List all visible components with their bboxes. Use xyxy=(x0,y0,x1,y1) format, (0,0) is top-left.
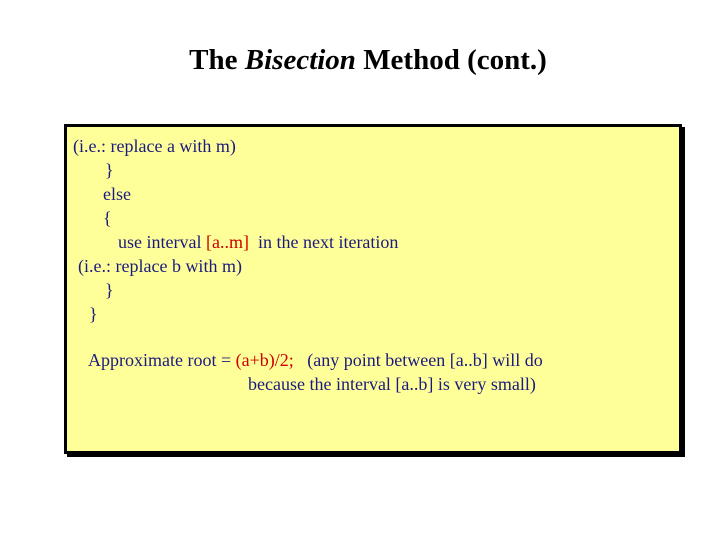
code-line-8: } xyxy=(89,304,98,324)
interval-highlight: [a..m] xyxy=(205,232,249,252)
approx-prefix: Approximate root = xyxy=(88,350,236,370)
code-line-4: { xyxy=(103,208,112,228)
code-line-2: } xyxy=(105,160,114,180)
code-line-7: } xyxy=(105,280,114,300)
approx-line xyxy=(88,349,543,371)
approx-comment: (any point between [a..b] will do xyxy=(293,350,543,370)
code-text: use interval xyxy=(118,232,206,252)
approx-comment-2: because the interval [a..b] is very small) xyxy=(248,374,536,394)
title-italic: Bisection xyxy=(244,44,356,76)
code-line-5 xyxy=(118,231,398,253)
code-line-6: (i.e.: replace b with m) xyxy=(78,256,242,276)
slide-title xyxy=(0,44,720,77)
code-box xyxy=(64,124,682,454)
title-prefix: The xyxy=(189,44,245,76)
code-text: in the next iteration xyxy=(248,232,399,252)
title-suffix: Method (cont.) xyxy=(355,44,547,76)
code-line-1: (i.e.: replace a with m) xyxy=(73,136,236,156)
approx-formula: (a+b)/2; xyxy=(235,350,294,370)
code-line-3: else xyxy=(103,184,131,204)
